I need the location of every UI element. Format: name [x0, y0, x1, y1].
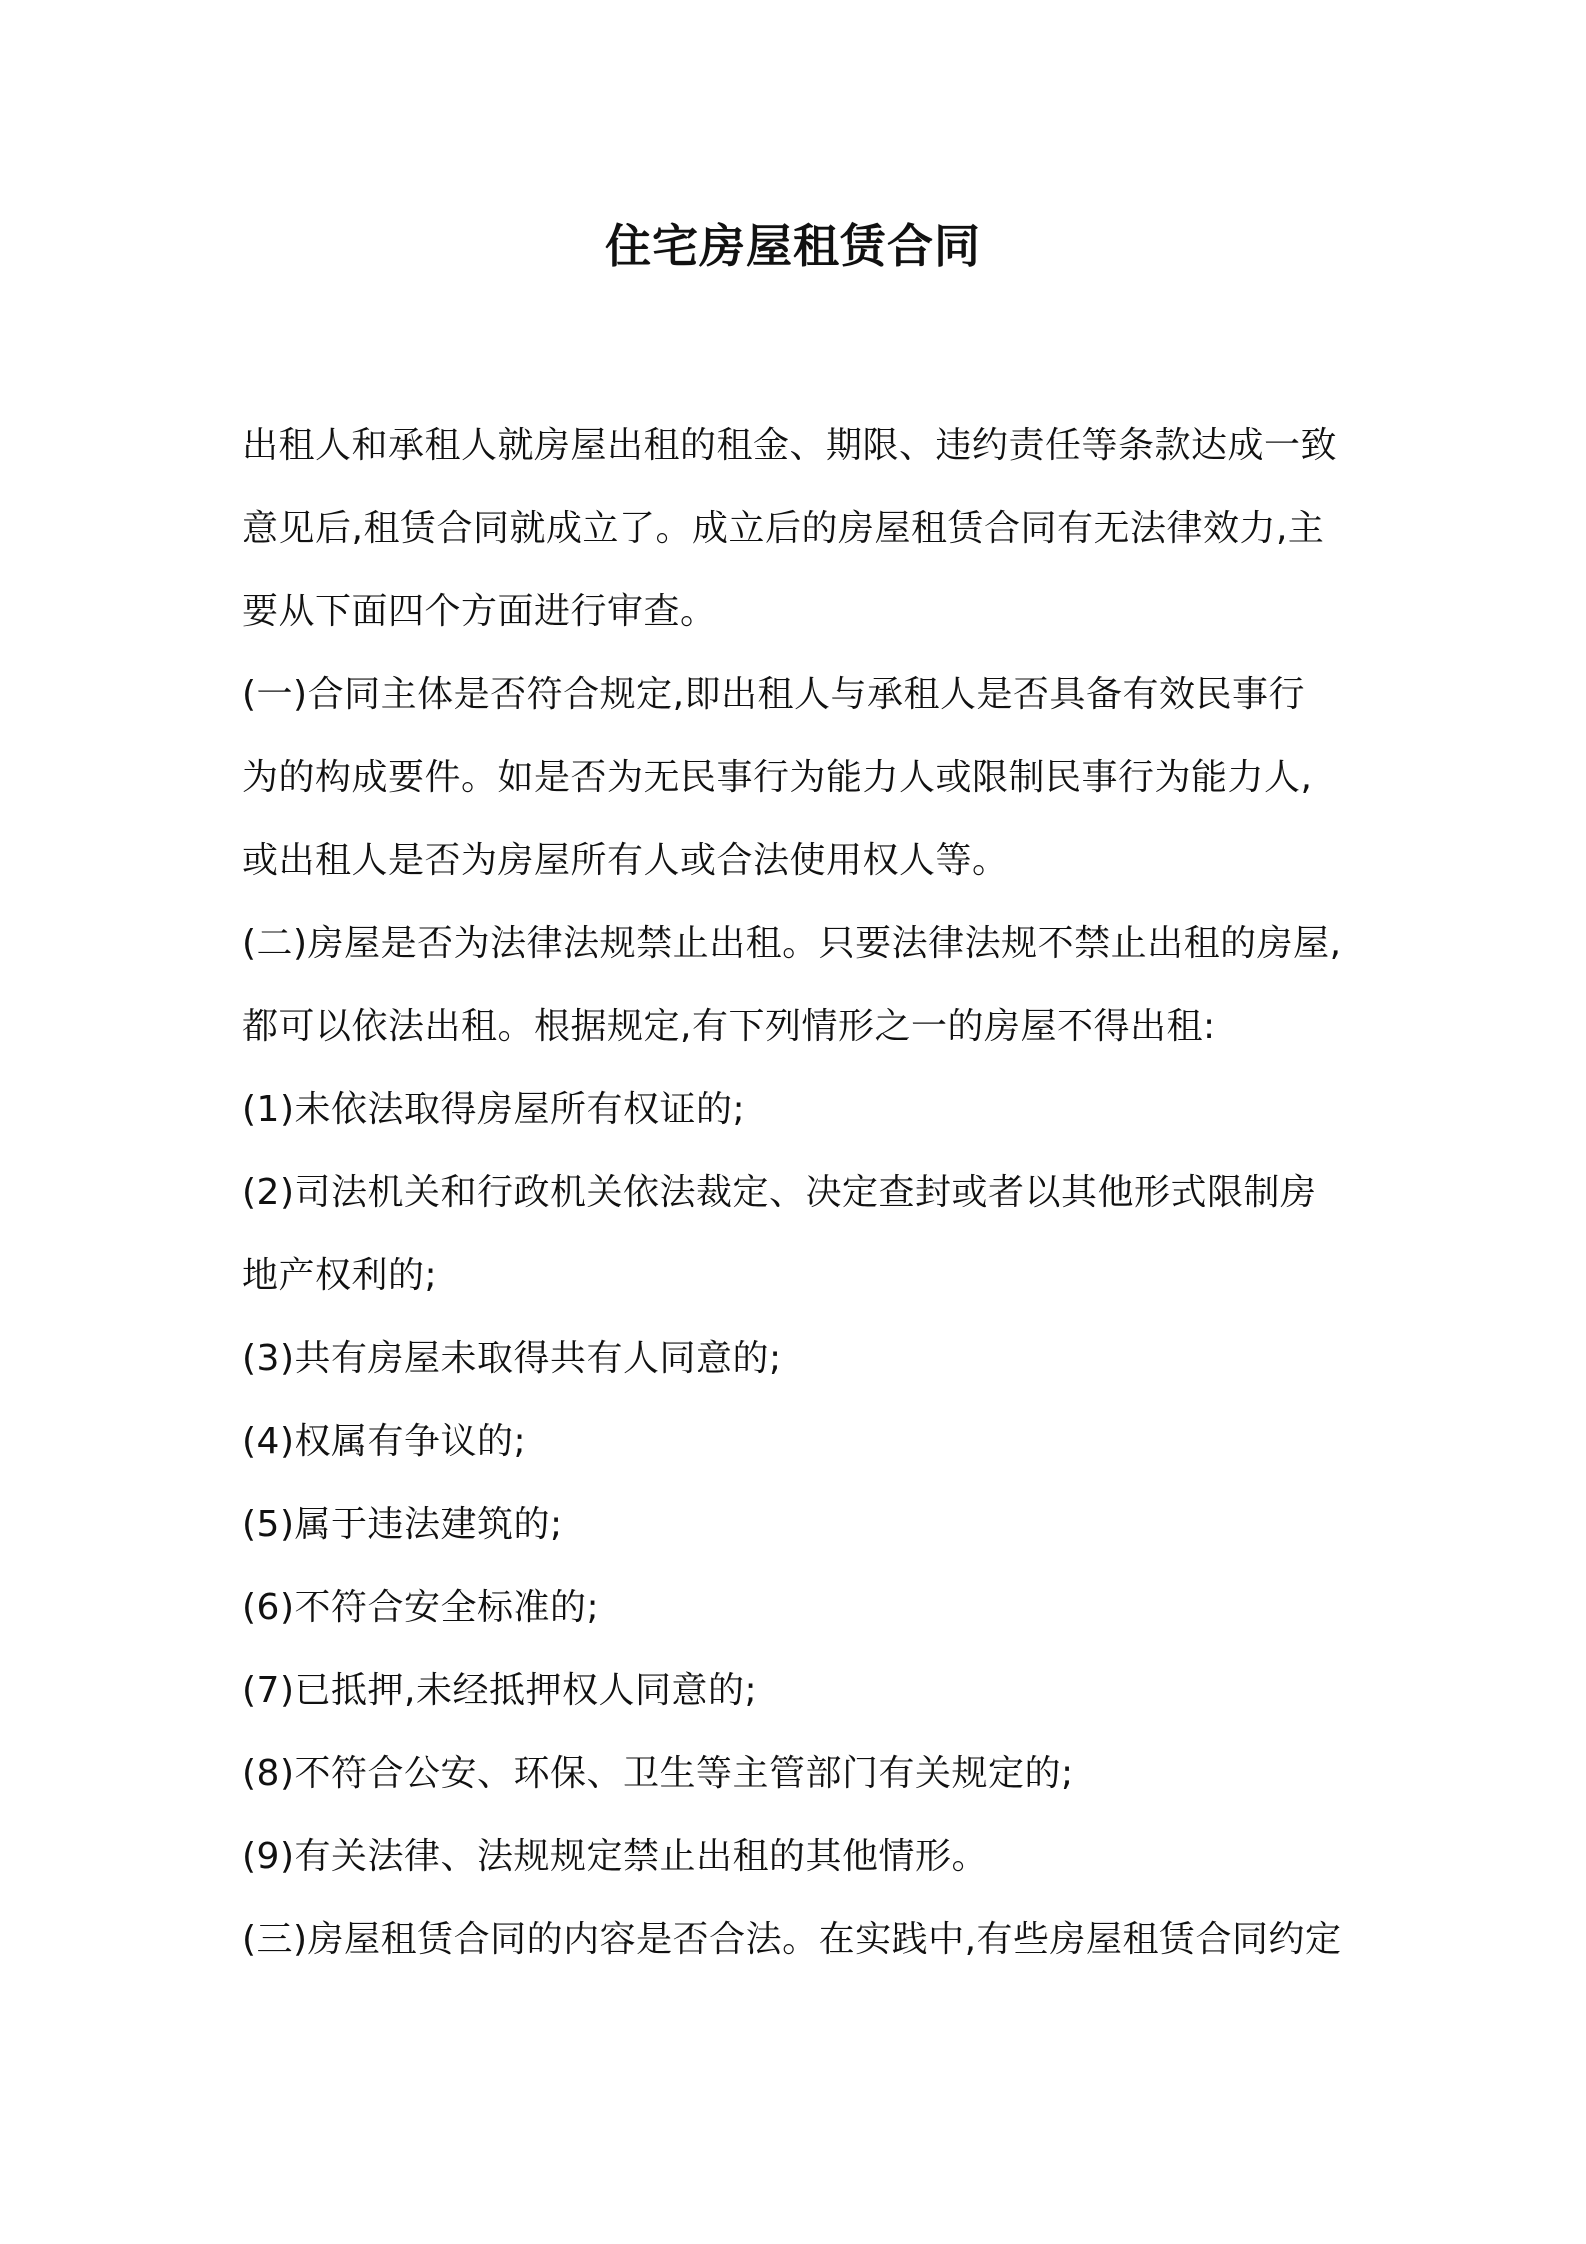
text-line: 或出租人是否为房屋所有人或合法使用权人等。 — [242, 840, 1009, 881]
list-item: (7)已抵押,未经抵押权人同意的; — [242, 1670, 758, 1711]
text-line: (一)合同主体是否符合规定,即出租人与承租人是否具备有效民事行 — [242, 674, 1306, 715]
list-item: (5)属于违法建筑的; — [242, 1504, 563, 1545]
list-item: (8)不符合公安、环保、卫生等主管部门有关规定的; — [242, 1753, 1074, 1794]
text-line: 为的构成要件。如是否为无民事行为能力人或限制民事行为能力人, — [242, 757, 1313, 798]
text-line: (三)房屋租赁合同的内容是否合法。在实践中,有些房屋租赁合同约定 — [242, 1919, 1342, 1960]
text-line: 要从下面四个方面进行审查。 — [242, 591, 717, 632]
text-line: 意见后,租赁合同就成立了。成立后的房屋租赁合同有无法律效力,主 — [242, 508, 1325, 549]
list-item: (1)未依法取得房屋所有权证的; — [242, 1089, 746, 1130]
list-item: (3)共有房屋未取得共有人同意的; — [242, 1338, 782, 1379]
text-line: (二)房屋是否为法律法规禁止出租。只要法律法规不禁止出租的房屋, — [242, 923, 1342, 964]
list-item: (2)司法机关和行政机关依法裁定、决定查封或者以其他形式限制房 — [242, 1172, 1317, 1213]
list-item: (4)权属有争议的; — [242, 1421, 527, 1462]
list-item: (9)有关法律、法规规定禁止出租的其他情形。 — [242, 1836, 988, 1877]
document-body — [242, 404, 1362, 1981]
list-item: (6)不符合安全标准的; — [242, 1587, 600, 1628]
text-line: 都可以依法出租。根据规定,有下列情形之一的房屋不得出租: — [242, 1006, 1216, 1047]
document-title: 住宅房屋租赁合同 — [605, 219, 981, 273]
list-item: 地产权利的; — [242, 1255, 438, 1296]
text-line: 出租人和承租人就房屋出租的租金、期限、违约责任等条款达成一致 — [242, 425, 1338, 466]
